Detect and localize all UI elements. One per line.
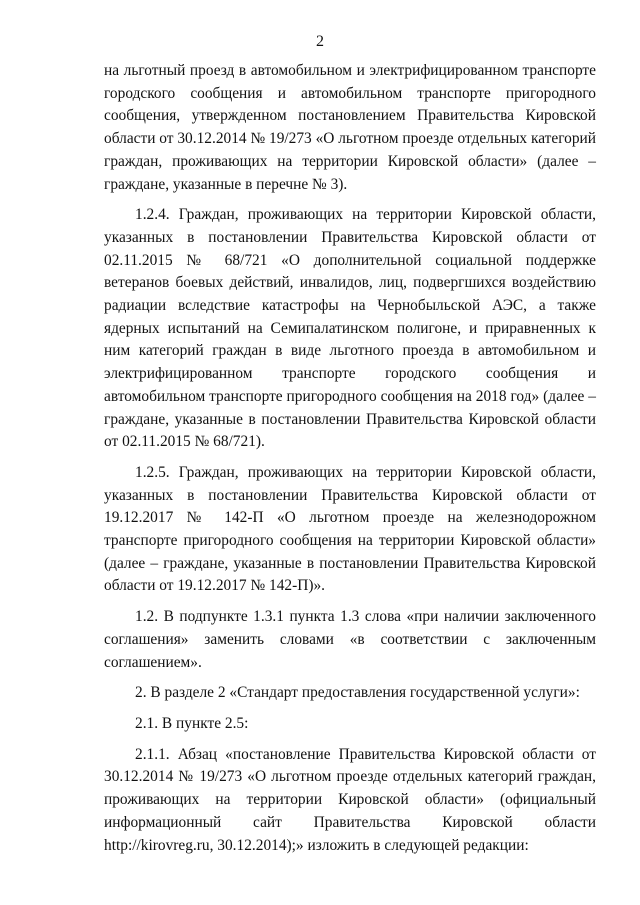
page-number: 2	[316, 33, 324, 50]
paragraph-section-2: 2. В разделе 2 «Стандарт предоставления государственной услуги»:	[135, 684, 580, 702]
paragraph-1-2-5: 1.2.5. Граждан, проживающих на территории Кировской области, указанных в постановлении Правительства Кировской области от 19.12.2017 № 142-П «О льготном проезде на железнодорожном транспорте пригородного сообщения на территории Кировской области» (далее – граждане, указанные в постановлении Правительства Кировской области от 19.12.2017 № 142-П)».	[104, 463, 596, 595]
paragraph-benefit-list-3: на льготный проезд в автомобильном и электрифицированном транспорте городского сообщения и автомобильном транспорте пригородного сообщения, утвержденном постановлением Правительства Кировской области от 30.12.2014 № 19/273 «О льготном проезде отдельных категорий граждан, проживающих на территории Кировской области» (далее – граждане, указанные в перечне № 3).	[104, 62, 596, 193]
paragraph-1-2: 1.2. В подпункте 1.3.1 пункта 1.3 слова «при наличии заключенного соглашения» заменить словами «в соответствии с заключенным соглашением».	[104, 608, 596, 671]
paragraph-2-1-1: 2.1.1. Абзац «постановление Правительства Кировской области от 30.12.2014 № 19/273 «О льготном проезде отдельных категорий граждан, проживающих на территории Кировской области» (официальный информационный сайт Правительства Кировской области http://kirovreg.ru, 30.12.2014);» изложить в следующей редакции:	[104, 745, 596, 854]
document-body	[104, 60, 596, 865]
paragraph-1-2-4: 1.2.4. Граждан, проживающих на территории Кировской области, указанных в постановлении Правительства Кировской области от 02.11.2015 № 68/721 «О дополнительной социальной поддержке ветеранов боевых действий, инвалидов, лиц, подвергшихся воздействию радиации вследствие катастрофы на Чернобыльской АЭС, а также ядерных испытаний на Семипалатинском полигоне, и приравненных к ним категорий граждан в виде льготного проезда в автомобильном и электрифицированном транспорте городского сообщения и автомобильном транспорте пригородного сообщения на 2018 год» (далее – граждане, указанные в постановлении Правительства Кировской области от 02.11.2015 № 68/721).	[104, 206, 596, 451]
paragraph-2-1: 2.1. В пункте 2.5:	[135, 714, 249, 732]
